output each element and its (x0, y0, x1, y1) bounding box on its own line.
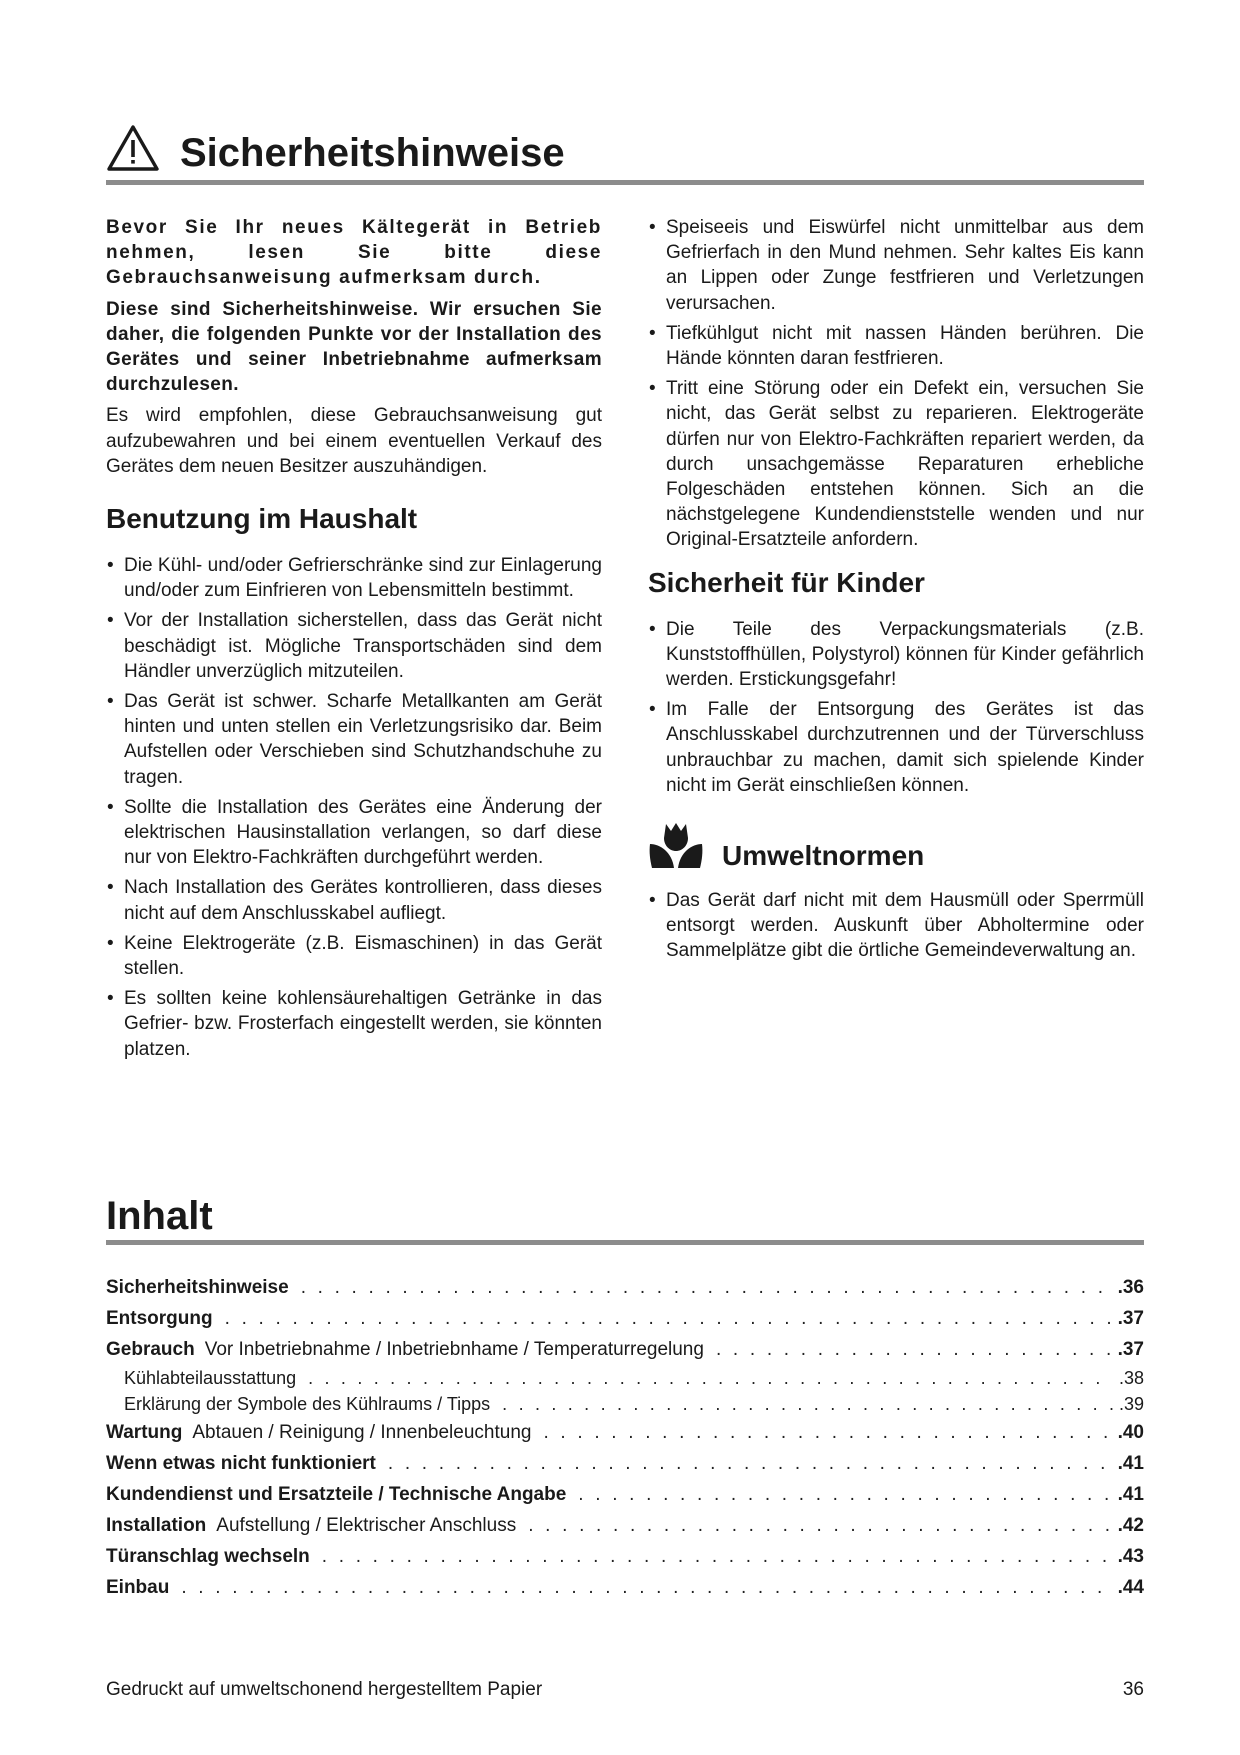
list-item: • Nach Installation des Gerätes kontrollieren, dass dieses nicht auf dem Anschlusskabel aufliegt. (106, 875, 602, 925)
environment-header (648, 820, 1144, 872)
list-item: • Die Teile des Verpackungsmaterials (z.B. Kunststoffhüllen, Polystyrol) können für Kinder gefährlich werden. Erstickungsgefahr! (648, 617, 1144, 693)
footer-note: Gedruckt auf umweltschonend hergestelltem Papier (106, 1679, 543, 1700)
toc-entry-title: Einbau (106, 1577, 170, 1598)
toc-leader (225, 1303, 1112, 1334)
toc-rule (106, 1240, 1144, 1245)
toc-row[interactable] (106, 1510, 1144, 1541)
toc-entry-desc: Vor Inbetriebnahme / Inbetriebnhame / Temperaturregelung (204, 1339, 704, 1360)
toc-entry-title: Türanschlag wechseln (106, 1546, 310, 1567)
toc-page: .41 (1117, 1484, 1144, 1505)
toc-entry-title: Wartung (106, 1422, 183, 1443)
toc-row[interactable] (106, 1334, 1144, 1365)
toc-entry-title: Sicherheitshinweise (106, 1277, 289, 1298)
list-item: • Es sollten keine kohlensäurehaltigen Getränke in das Gefrier- bzw. Frosterfach eingestellt werden, sie könnten platzen. (106, 986, 602, 1062)
toc-page: .38 (1118, 1368, 1144, 1388)
list-item: • Das Gerät darf nicht mit dem Hausmüll oder Sperrmüll entsorgt werden. Auskunft über Abholtermine oder Sammelplätze gibt die örtliche Gemeindeverwaltung an. (648, 888, 1144, 964)
safety-list (648, 215, 1144, 553)
toc-page: .42 (1117, 1515, 1144, 1536)
toc-page: .39 (1118, 1394, 1144, 1414)
toc-leader (543, 1417, 1111, 1448)
toc-page: .37 (1117, 1339, 1144, 1360)
intro-bold-2: Diese sind Sicherheitshinweise. Wir ersuchen Sie daher, die folgenden Punkte vor der Installation des Gerätes und seiner Inbetriebnahme aufmerksam durchzulesen. (106, 298, 602, 396)
environment-list (648, 888, 1144, 964)
toc-row[interactable] (106, 1391, 1144, 1417)
toc-leader (528, 1510, 1111, 1541)
list-item: • Sollte die Installation des Gerätes eine Änderung der elektrischen Hausinstallation verlangen, so darf diese nur von Elektro-Fachkräften durchgeführt werden. (106, 795, 602, 871)
toc-entry-desc: Erklärung der Symbole des Kühlraums / Tipps (124, 1394, 491, 1414)
toc-page: .40 (1117, 1422, 1144, 1443)
page-title: Sicherheitshinweise (180, 131, 565, 175)
toc-leader (322, 1541, 1112, 1572)
children-heading: Sicherheit für Kinder (648, 566, 925, 598)
environment-heading: Umweltnormen (722, 840, 925, 872)
toc-leader (716, 1334, 1112, 1365)
list-item: • Tritt eine Störung oder ein Defekt ein, versuchen Sie nicht, das Gerät selbst zu reparieren. Elektrogeräte dürfen nur von Elektro-Fachkräften repariert werden, da durch unsachgemässe Reparaturen erhebliche Folgeschäden entstehen können. Sich an die nächstgelegene Kundendienststelle wenden und nur Original-Ersatzteile anfordern. (648, 376, 1144, 552)
table-of-contents (106, 1272, 1144, 1603)
toc-entry-title: Entsorgung (106, 1308, 213, 1329)
toc-row[interactable] (106, 1417, 1144, 1448)
toc-entry-title: Kundendienst und Ersatzteile / Technische Angabe (106, 1484, 567, 1505)
toc-row[interactable] (106, 1572, 1144, 1603)
list-item: • Keine Elektrogeräte (z.B. Eismaschinen) in das Gerät stellen. (106, 931, 602, 981)
toc-entry-desc: Kühlabteilausstattung (124, 1368, 297, 1388)
page-number: 36 (1122, 1679, 1144, 1700)
toc-row[interactable] (106, 1448, 1144, 1479)
toc-entry-title: Wenn etwas nicht funktioniert (106, 1453, 376, 1474)
household-list (106, 553, 602, 1062)
children-list (648, 617, 1144, 798)
toc-page: .41 (1117, 1453, 1144, 1474)
list-item: • Die Kühl- und/oder Gefrierschränke sind zur Einlagerung und/oder zum Einfrieren von Lebensmitteln bestimmt. (106, 553, 602, 603)
right-column (648, 215, 1144, 969)
toc-page: .43 (1117, 1546, 1144, 1567)
toc-entry-title: Gebrauch (106, 1339, 195, 1360)
intro-bold-1: Bevor Sie Ihr neues Kältegerät in Betrieb nehmen, lesen Sie bitte diese Gebrauchsanweisung aufmerksam durch. (106, 217, 602, 289)
warning-triangle-icon (106, 124, 160, 172)
toc-row[interactable] (106, 1303, 1144, 1334)
toc-row[interactable] (106, 1541, 1144, 1572)
toc-title: Inhalt (106, 1194, 213, 1238)
toc-entry-title: Installation (106, 1515, 207, 1536)
intro-text: Es wird empfohlen, diese Gebrauchsanweisung gut aufzubewahren und bei einem eventuellen Verkauf des Gerätes dem neuen Besitzer auszuhändigen. (106, 405, 602, 477)
household-heading: Benutzung im Haushalt (106, 503, 418, 535)
title-rule (106, 180, 1144, 185)
toc-row[interactable] (106, 1365, 1144, 1391)
left-column (106, 215, 602, 1067)
list-item: • Das Gerät ist schwer. Scharfe Metallkanten am Gerät hinten und unten stellen ein Verletzungsrisiko dar. Beim Aufstellen oder Verschieben sind Schutzhandschuhe zu tragen. (106, 689, 602, 790)
toc-leader (301, 1272, 1112, 1303)
list-item: • Tiefkühlgut nicht mit nassen Händen berühren. Die Hände könnten daran festfrieren. (648, 321, 1144, 371)
toc-page: .44 (1117, 1577, 1144, 1598)
toc-row[interactable] (106, 1479, 1144, 1510)
toc-leader (502, 1391, 1113, 1417)
list-item: • Vor der Installation sicherstellen, dass das Gerät nicht beschädigt ist. Mögliche Transportschäden sind dem Händler unverzüglich mitzuteilen. (106, 608, 602, 684)
toc-leader (578, 1479, 1111, 1510)
toc-page: .37 (1117, 1308, 1144, 1329)
list-item: • Im Falle der Entsorgung des Gerätes ist das Anschlusskabel durchzutrennen und der Türverschluss unbrauchbar zu machen, damit sich spielende Kinder nicht im Gerät einschließen können. (648, 697, 1144, 798)
toc-page: .36 (1117, 1277, 1144, 1298)
toc-entry-desc: Aufstellung / Elektrischer Anschluss (216, 1515, 517, 1536)
toc-row[interactable] (106, 1272, 1144, 1303)
toc-entry-desc: Abtauen / Reinigung / Innenbeleuchtung (192, 1422, 532, 1443)
toc-leader (181, 1572, 1111, 1603)
toc-leader (388, 1448, 1112, 1479)
tulip-icon (648, 820, 704, 872)
toc-leader (308, 1365, 1113, 1391)
list-item: • Speiseeis und Eiswürfel nicht unmittelbar aus dem Gefrierfach in den Mund nehmen. Sehr kaltes Eis kann an Lippen oder Zunge festfrieren und Verletzungen verursachen. (648, 215, 1144, 316)
